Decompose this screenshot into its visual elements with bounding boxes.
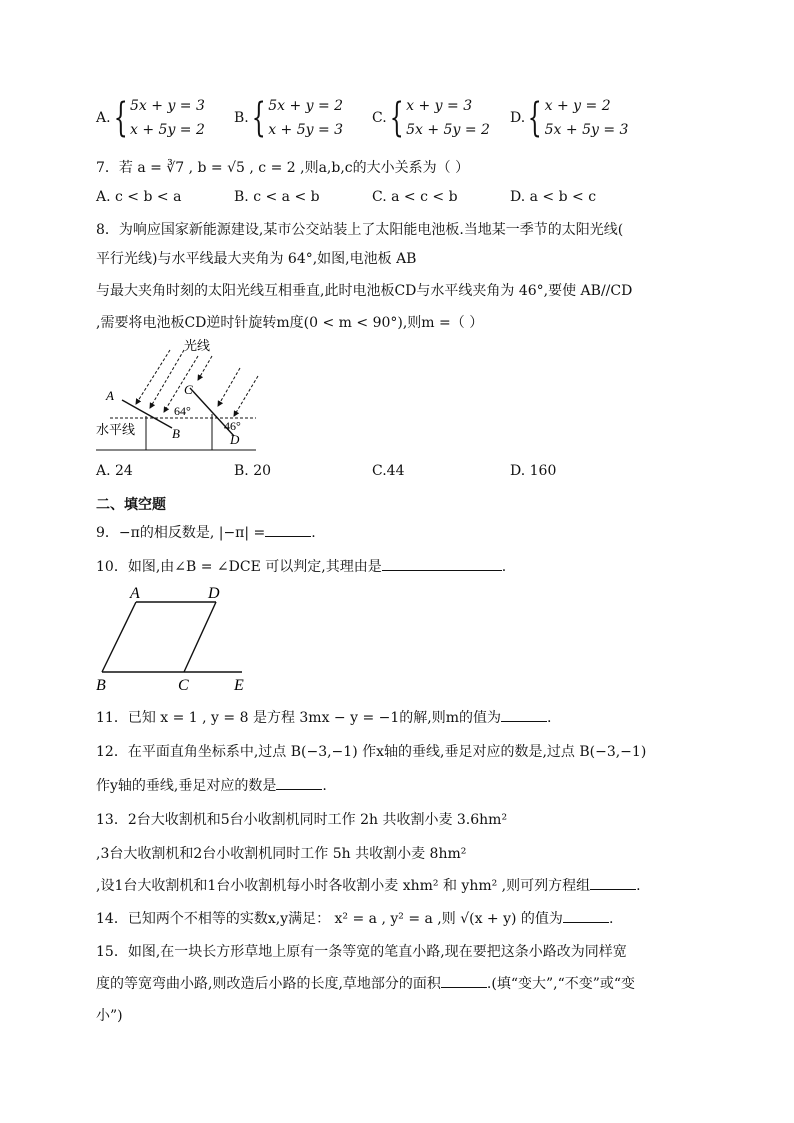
equation: 5x + 5y = 3 <box>544 122 629 138</box>
question-text: . <box>311 525 316 541</box>
equation: x + y = 2 <box>544 98 611 114</box>
section-title: 二、填空题 <box>96 497 166 513</box>
q6-option-a <box>96 94 205 142</box>
left-brace-icon: { <box>113 95 128 141</box>
q6-option-c <box>372 94 490 142</box>
q8-line-2: 平行光线)与水平线最大夹角为 64°,如图,电池板 AB <box>96 251 417 267</box>
q6-option-d <box>510 94 628 142</box>
question-text: 作y轴的垂线,垂足对应的数是 <box>96 778 277 794</box>
q12-line-1: 12．在平面直角坐标系中,过点 B(−3,−1) 作x轴的垂线,垂足对应的数是,过点 B(−3,−1) <box>96 744 647 760</box>
question-text: 14．已知两个不相等的实数x,y满足： x² = a , y² = a ,则 √(x + y) 的值为 <box>96 911 563 927</box>
q15-line-1: 15．如图,在一块长方形草地上原有一条等宽的笔直小路,现在要把这条小路改为同样宽 <box>96 944 627 960</box>
horizontal-label: 水平线 <box>96 422 136 437</box>
question-text: 度的等宽弯曲小路,则改造后小路的长度,草地部分的面积 <box>96 976 441 992</box>
question-text: ,设1台大收割机和1台小收割机每小时各收割小麦 xhm² 和 yhm² ,则可列方程组 <box>96 878 591 894</box>
q15-line-3: 小”) <box>96 1008 123 1024</box>
light-ray <box>136 350 170 404</box>
option-label: A. <box>96 110 111 126</box>
answer-blank[interactable] <box>441 973 487 988</box>
q8-option-b: B. 20 <box>234 463 272 479</box>
left-brace-icon: { <box>527 95 542 141</box>
q13-line-3 <box>96 875 641 895</box>
point-label-a: A <box>130 585 140 602</box>
segment-ab <box>102 602 136 672</box>
q7-stem: 7．若 a = ∛7 , b = √5 , c = 2 ,则a,b,c的大小关系为（ ） <box>96 160 470 176</box>
q10-text <box>96 556 506 576</box>
q8-line-4: ,需要将电池板CD逆时针旋转m度(0 < m < 90°),则m =（ ） <box>96 315 484 331</box>
question-text: . <box>322 778 327 794</box>
q8-option-a: A. 24 <box>96 463 133 479</box>
point-label-d: D <box>230 432 240 447</box>
answer-blank[interactable] <box>265 522 311 537</box>
light-ray <box>198 356 212 380</box>
point-label-a: A <box>106 388 114 403</box>
segment-dc <box>184 602 216 672</box>
point-label-e: E <box>234 677 244 694</box>
q8-line-1: 8．为响应国家新能源建设,某市公交站装上了太阳能电池板.当地某一季节的太阳光线( <box>96 222 624 238</box>
point-label-b: B <box>172 426 180 441</box>
option-label: D. <box>510 110 526 126</box>
light-label: 光线 <box>184 338 211 353</box>
q13-line-2: ,3台大收割机和2台小收割机同时工作 5h 共收割小麦 8hm² <box>96 846 467 862</box>
question-text: . <box>547 710 552 726</box>
q7-option-d: D. a < b < c <box>510 189 597 205</box>
left-brace-icon: { <box>251 95 266 141</box>
equation: 5x + y = 3 <box>130 98 205 114</box>
q6-option-b <box>234 94 343 142</box>
equation: x + 5y = 3 <box>268 122 344 138</box>
answer-blank[interactable] <box>276 775 322 790</box>
equation: x + 5y = 2 <box>130 122 205 138</box>
question-text: 9．−π的相反数是, |−π| = <box>96 525 266 541</box>
q7-option-a: A. c < b < a <box>96 189 182 205</box>
option-label: B. <box>234 110 249 126</box>
q8-solar-panel-figure <box>88 336 268 456</box>
question-text: .(填“变大”,“不变”或“变 <box>486 976 636 992</box>
light-ray <box>234 376 258 416</box>
q8-option-c: C.44 <box>372 463 405 479</box>
light-ray <box>150 350 184 408</box>
angle-label: 64° <box>174 404 191 418</box>
point-label-c: C <box>178 677 189 694</box>
q11-text <box>96 707 551 727</box>
answer-blank[interactable] <box>563 908 609 923</box>
angle-label: 46° <box>224 419 241 433</box>
q7-option-c: C. a < c < b <box>372 189 458 205</box>
answer-blank[interactable] <box>590 875 636 890</box>
equation: 5x + 5y = 2 <box>406 122 490 138</box>
q10-parallelogram-figure <box>92 582 252 694</box>
q14-text <box>96 908 613 928</box>
answer-blank[interactable] <box>382 556 502 571</box>
point-label-d: D <box>208 585 220 602</box>
question-text: . <box>608 911 614 927</box>
option-label: C. <box>372 110 387 126</box>
light-ray <box>218 368 240 406</box>
question-text: . <box>636 878 641 894</box>
equation: x + y = 3 <box>406 98 473 114</box>
question-text: 10．如图,由∠B = ∠DCE 可以判定,其理由是 <box>96 559 382 575</box>
equation: 5x + y = 2 <box>268 98 344 114</box>
q13-line-1: 13．2台大收割机和5台小收割机同时工作 2h 共收割小麦 3.6hm² <box>96 812 508 828</box>
question-text: . <box>501 559 507 575</box>
q7-option-b: B. c < a < b <box>234 189 320 205</box>
point-label-c: C <box>184 382 193 397</box>
q8-line-3: 与最大夹角时刻的太阳光线互相垂直,此时电池板CD与水平线夹角为 46°,要使 AB//CD <box>96 283 633 299</box>
answer-blank[interactable] <box>501 707 547 722</box>
left-brace-icon: { <box>389 95 404 141</box>
q12-line-2 <box>96 775 327 795</box>
q15-line-2 <box>96 973 635 993</box>
point-label-b: B <box>96 677 106 694</box>
q8-option-d: D. 160 <box>510 463 557 479</box>
question-text: 11．已知 x = 1 , y = 8 是方程 3mx − y = −1的解,则m的值为 <box>96 710 502 726</box>
q9-text <box>96 522 316 542</box>
